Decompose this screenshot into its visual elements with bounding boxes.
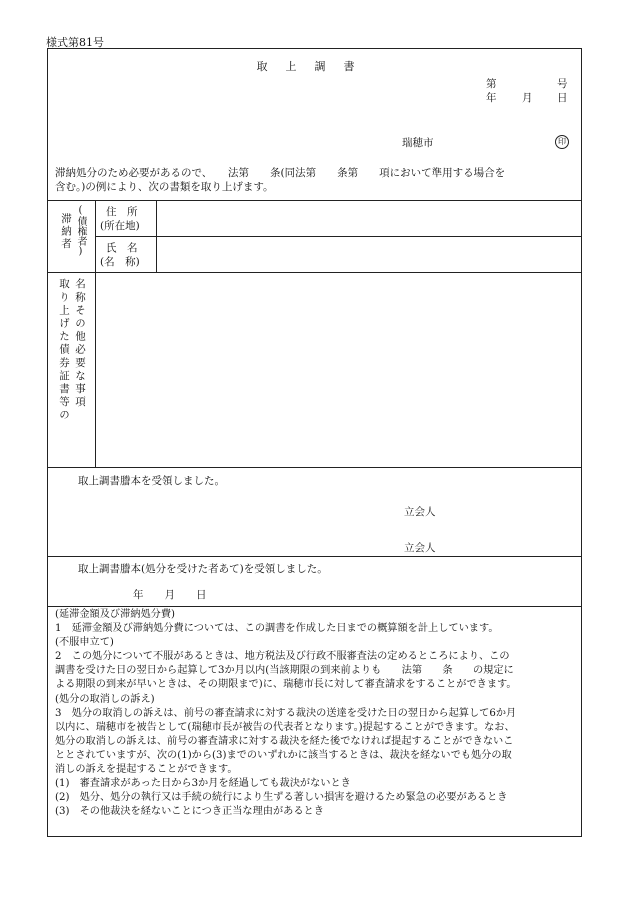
form-number-label: 様式第81号 [46, 36, 104, 49]
intro-text [55, 166, 505, 194]
receipt-text-1: 取上調書謄本を受領しました。 [78, 475, 225, 487]
items-label-col2: 名称その他必要な事項 [74, 278, 86, 409]
note-line: 1 延滞金額及び滞納処分費については、この調書を作成した日までの概算額を計上しています。 [55, 623, 499, 635]
intro-line-1: 滞納処分のため必要があるので、 法第 条(同法第 条第 項において準用する場合を [55, 167, 506, 179]
note-line: (処分の取消しの訴え) [55, 693, 155, 705]
note-line: 3 処分の取消しの訴えは、前号の審査請求に対する裁決の送達を受けた日の翌日から起算して6か月 [55, 707, 517, 719]
document-title: 取上調書 [256, 60, 373, 73]
seal-mark: 印 [555, 135, 569, 149]
divider [95, 200, 96, 468]
note-line: 調書を受けた日の翌日から起算して3か月以内(当該期限の到来前よりも 法第 条 の規定に [55, 665, 514, 677]
issuer-name: 瑞穂市 [402, 137, 434, 149]
note-line: 2 この処分について不服があるときは、地方税法及び行政不服審査法の定めるところにより、この [55, 651, 510, 663]
note-line: ととされていますが、次の(1)から(3)までのいずれかに該当するときは、裁決を経ないでも処分の取 [55, 749, 512, 761]
divider [48, 467, 581, 468]
note-line: (延滞金額及び滞納処分費) [55, 609, 176, 620]
note-line: (3) その他裁決を経ないことにつき正当な理由があるとき [55, 806, 324, 818]
note-line: 消しの訴えを提起することができます。 [55, 764, 238, 776]
date-day: 日 [557, 92, 568, 104]
note-line: (2) 処分、処分の執行又は手続の続行により生ずる著しい損害を避けるため緊急の必要があるとき [55, 792, 508, 804]
form-frame [47, 48, 582, 837]
date-month: 月 [522, 92, 533, 104]
divider [48, 556, 581, 557]
address-label: 住 所 [106, 206, 138, 218]
note-line: (1) 審査請求があった日から3か月を経過しても裁決がないとき [55, 778, 351, 790]
note-line: よる期限の到来が早いときは、その期限まで)に、瑞穂市長に対して審査請求をすることができます。 [55, 679, 517, 691]
receipt-date: 年 月 日 [133, 589, 207, 601]
divider [48, 606, 581, 607]
name-sub-label: (名 称) [100, 256, 140, 268]
receipt-text-2: 取上調書謄本(処分を受けた者あて)を受領しました。 [78, 563, 328, 575]
items-label-col1: 取り上げた債券証書等の [58, 278, 70, 423]
number-suffix: 号 [557, 78, 568, 90]
debtor-label: 滞納者 [60, 213, 72, 251]
address-sub-label: (所在地) [100, 220, 140, 232]
number-prefix: 第 [486, 78, 497, 90]
note-line: 以内に、瑞穂市を被告として(瑞穂市長が被告の代表者となります。)提起することができます。なお、 [55, 721, 515, 733]
witness-label-2: 立会人 [404, 542, 436, 554]
debtor-sub-label: (債権者) [75, 205, 86, 257]
note-line: (不服申立て) [55, 637, 114, 649]
witness-label-1: 立会人 [404, 506, 436, 518]
date-year: 年 [486, 92, 497, 104]
note-line: 処分の取消しの訴えは、前号の審査請求に対する裁決を経た後でなければ提起することができないこ [55, 735, 514, 747]
divider [48, 272, 581, 273]
intro-line-2: 含む。)の例により、次の書類を取り上げます。 [55, 181, 274, 193]
divider [95, 236, 581, 237]
name-label: 氏 名 [106, 242, 138, 254]
divider [48, 200, 581, 201]
notes-section [55, 608, 580, 819]
